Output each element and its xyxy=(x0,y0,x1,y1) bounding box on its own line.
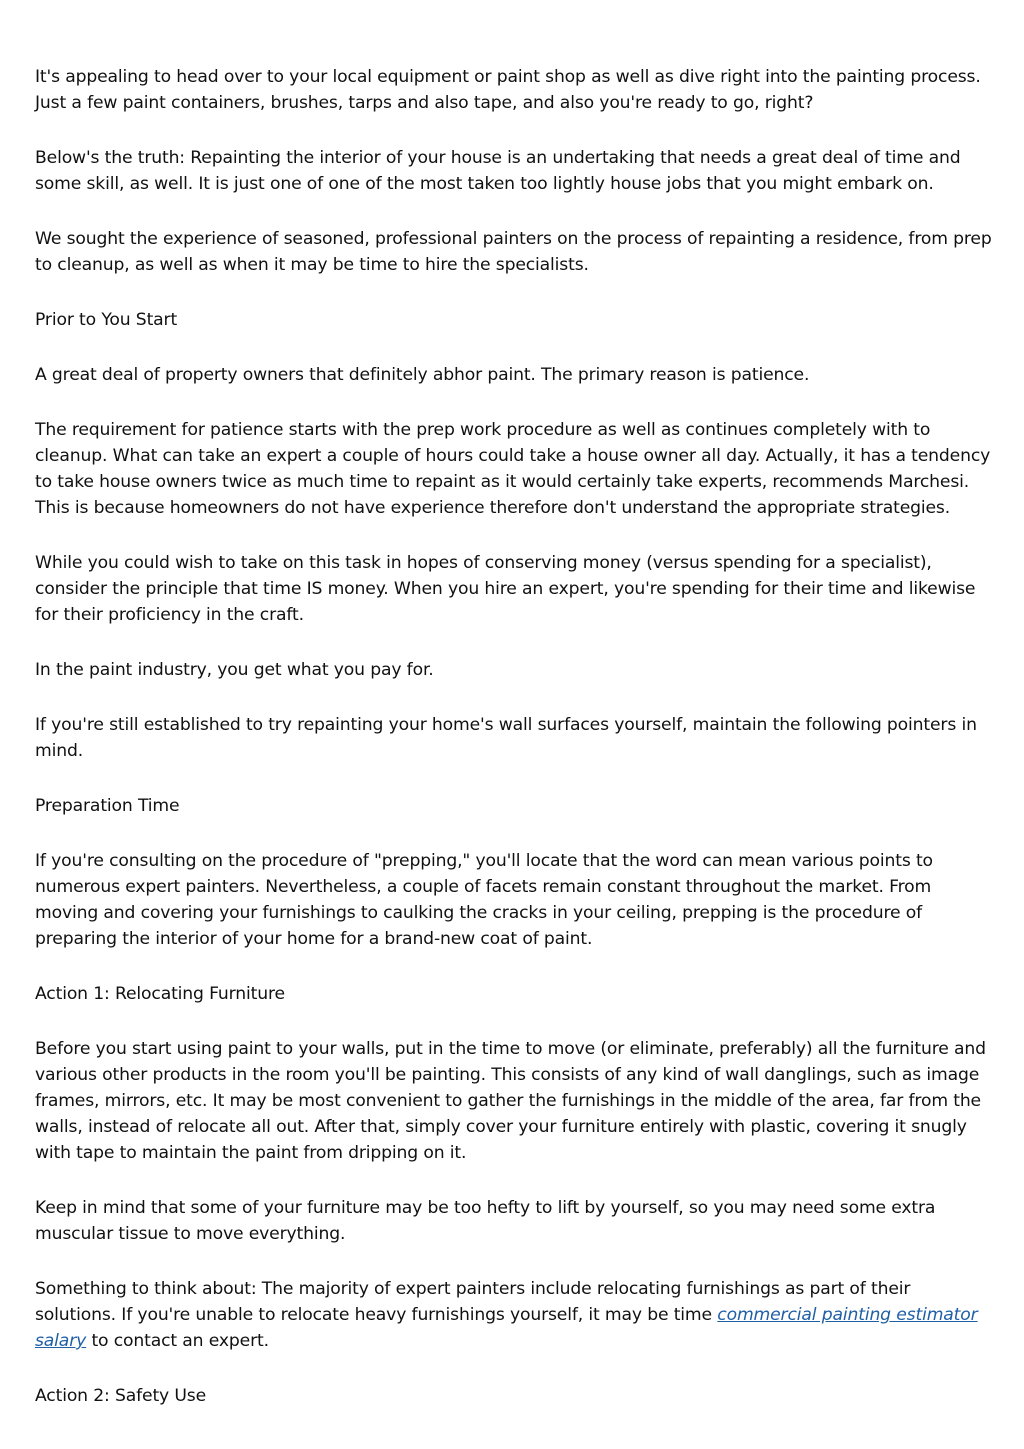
paragraph-intro: It's appealing to head over to your local equipment or paint shop as well as dive right into the painting process. Just a few paint containers, brushes, tarps and also tape, and also you're ready to go, right? xyxy=(35,67,981,113)
section-heading-action-2: Action 2: Safety Use xyxy=(35,1386,207,1406)
paragraph-money: While you could wish to take on this task in hopes of conserving money (versus spending for a specialist), consider the principle that time IS money. When you hire an expert, you're spending for their time and likewise for their proficiency in the craft. xyxy=(35,553,976,625)
document-body xyxy=(35,64,995,1438)
paragraph-industry: In the paint industry, you get what you pay for. xyxy=(35,660,434,680)
section-heading-prior-to-start: Prior to You Start xyxy=(35,310,178,330)
paragraph-truth: Below's the truth: Repainting the interior of your house is an undertaking that needs a great deal of time and some skill, as well. It is just one of one of the most taken too lightly house jobs that you might embark on. xyxy=(35,148,961,194)
paragraph-patience: A great deal of property owners that definitely abhor paint. The primary reason is patience. xyxy=(35,365,810,385)
paragraph-experience: We sought the experience of seasoned, professional painters on the process of repainting a residence, from prep to cleanup, as well as when it may be time to hire the specialists. xyxy=(35,229,992,275)
commercial-painting-link[interactable]: commercial painting estimator salary xyxy=(35,1305,978,1351)
paragraph-prepping: If you're consulting on the procedure of "prepping," you'll locate that the word can mean various points to numerous expert painters. Nevertheless, a couple of facets remain constant throughout the market. From moving and covering your furnishings to caulking the cracks in your ceiling, prepping is the procedure of preparing the interior of your home for a brand-new coat of paint. xyxy=(35,851,933,949)
paragraph-requirement: The requirement for patience starts with the prep work procedure as well as continues completely with to cleanup. What can take an expert a couple of hours could take a house owner all day. Actually, it has a tendency to take house owners twice as much time to repaint as it would certainly take experts, recommends Marchesi. This is because homeowners do not have experience therefore don't understand the appropriate strategies. xyxy=(35,420,991,518)
paragraph-pointers: If you're still established to try repainting your home's wall surfaces yourself, maintain the following pointers in mind. xyxy=(35,715,977,761)
paragraph-think-about-text-after: to contact an expert. xyxy=(86,1331,269,1351)
paragraph-think-about-text-before: Something to think about: The majority of expert painters include relocating furnishings as part of their solutions. If you're unable to relocate heavy furnishings yourself, it may be time xyxy=(35,1279,911,1325)
paragraph-furniture: Before you start using paint to your walls, put in the time to move (or eliminate, preferably) all the furniture and various other products in the room you'll be painting. This consists of any kind of wall danglings, such as image frames, mirrors, etc. It may be most convenient to gather the furnishings in the middle of the area, far from the walls, instead of relocate all out. After that, simply cover your furniture entirely with plastic, covering it snugly with tape to maintain the paint from dripping on it. xyxy=(35,1039,986,1163)
paragraph-hefty: Keep in mind that some of your furniture may be too hefty to lift by yourself, so you may need some extra muscular tissue to move everything. xyxy=(35,1198,936,1244)
section-heading-preparation-time: Preparation Time xyxy=(35,796,180,816)
section-heading-action-1: Action 1: Relocating Furniture xyxy=(35,984,285,1004)
paragraph-think-about xyxy=(35,1276,995,1354)
